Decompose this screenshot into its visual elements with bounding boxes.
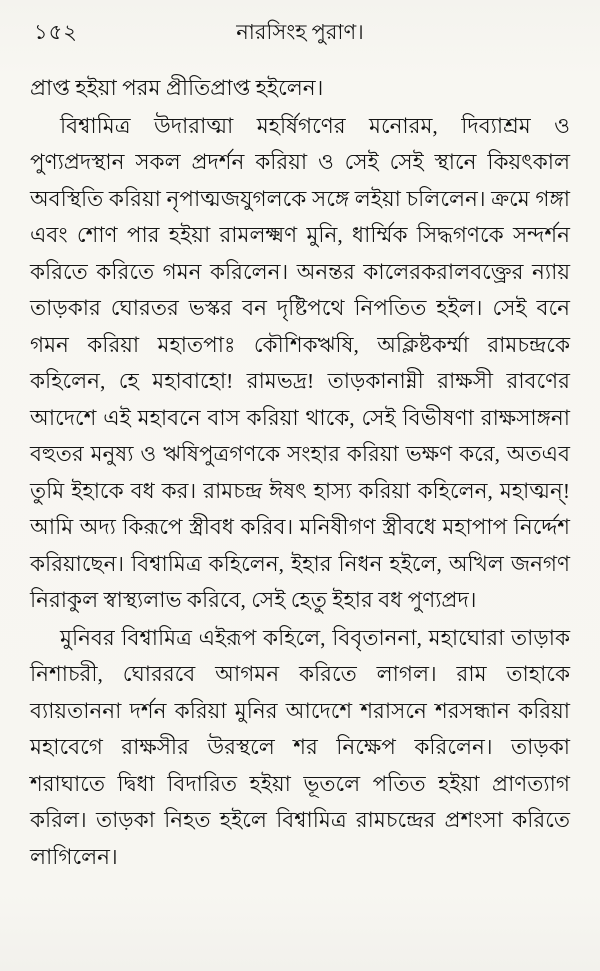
- paragraph: মুনিবর বিশ্বামিত্র এইরূপ কহিলে, বিবৃতাননা, মহাঘোরা তাড়াক নিশাচরী, ঘোররবে আগমন করিতে লাগল। রাম তাহাকে ব্যায়তাননা দর্শন করিয়া মুনির আদেশে শরাসনে শরসন্ধান করিয়া মহাবেগে রাক্ষসীর উরস্থলে শর নিক্ষেপ করিলেন। তাড়কা শরাঘাতে দ্বিধা বিদারিত হইয়া ভূতলে পতিত হইয়া প্রাণত্যাগ করিল। তাড়কা নিহত হইলে বিশ্বামিত্র রামচন্দ্রের প্রশংসা করিতে লাগিলেন।: [30, 625, 570, 869]
- paragraph: প্রাপ্ত হইয়া পরম প্রীতিপ্রাপ্ত হইলেন।: [30, 76, 324, 100]
- page-title: নারসিংহ পুরাণ।: [236, 20, 364, 44]
- page-body: [30, 70, 570, 875]
- paragraph: বিশ্বামিত্র উদারাত্মা মহর্ষিগণের মনোরম, দিব্যাশ্রম ও পুণ্যপ্রদস্থান সকল প্রদর্শন করিয়া ও সেই সেই স্থানে কিয়ৎকাল অবস্থিতি করিয়া নৃপাত্মজযুগলকে সঙ্গে লইয়া চলিলেন। ক্রমে গঙ্গা এবং শোণ পার হইয়া রামলক্ষ্মণ মুনি, ধার্ম্মিক সিদ্ধগণকে সন্দর্শন করিতে করিতে গমন করিলেন। অনন্তর কালেরকরালবক্ত্রের ন্যায় তাড়কার ঘোরতর ভস্কর বন দৃষ্টিপথে নিপতিত হইল। সেই বনে গমন করিয়া মহাতপাঃ কৌশিকঋষি, অক্লিষ্টকর্ম্মা রামচন্দ্রকে কহিলেন, হে মহাবাহো! রামভদ্র! তাড়কানাম্নী রাক্ষসী রাবণের আদেশে এই মহাবনে বাস করিয়া থাকে, সেই বিভীষণা রাক্ষসাঙ্গনা বহুতর মনুষ্য ও ঋষিপুত্রগণকে সংহার করিয়া ভক্ষণ করে, অতএব তুমি ইহাকে বধ কর। রামচন্দ্র ঈষৎ হাস্য করিয়া কহিলেন, মহাত্মন্! আমি অদ্য কিরূপে স্ত্রীবধ করিব। মনিষীগণ স্ত্রীবধে মহাপাপ নির্দ্দেশ করিয়াছেন। বিশ্বামিত্র কহিলেন, ইহার নিধন হইলে, অখিল জনগণ নিরাকুল স্বাস্থ্যলাভ করিবে, সেই হেতু ইহার বধ পুণ্যপ্রদ।: [30, 113, 570, 612]
- page-header: [30, 14, 570, 48]
- page-number: ১৫২: [34, 20, 78, 44]
